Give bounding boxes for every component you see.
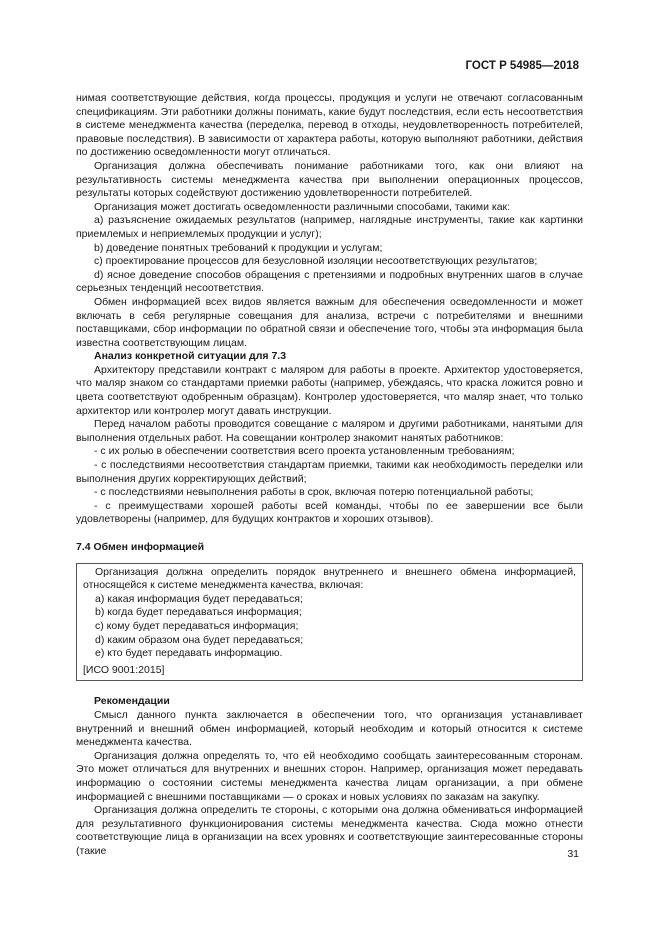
requirement-reference: [ИСО 9001:2015] xyxy=(83,663,165,676)
paragraph: а) разъяснение ожидаемых результатов (например, наглядные инструменты, такие как картинки приемлемых и неприемлемых продукции и услуг); xyxy=(76,214,583,240)
paragraph: Организация должна определять то, что ей необходимо сообщать заинтересованным сторонам. Это может отличаться для внутренних и внешних сторон. Например, организация может передавать информацию о состоянии системы менеджмента качества лицам организации, а при обмене информацией с внешними поставщиками — о сроках и новых условиях по заказам на закупку. xyxy=(76,749,583,803)
section-title: 7.4 Обмен информацией xyxy=(76,541,205,553)
body-text-bottom xyxy=(76,695,583,858)
page-number: 31 xyxy=(567,848,579,860)
paragraph: Организация должна определить те стороны, с которыми она должна обмениваться информацией для результативного функционирования системы менеджмента качества. Сюда можно отнести соответствующие лица в организации на всех уровнях и соответствующие заинтересованные стороны (такие xyxy=(76,804,583,857)
subheading: Рекомендации xyxy=(94,695,170,708)
paragraph: b) доведение понятных требований к продукции и услугам; xyxy=(94,241,383,254)
body-text-top xyxy=(76,92,583,527)
subheading: Анализ конкретной ситуации для 7.3 xyxy=(94,350,287,363)
document-header: ГОСТ Р 54985—2018 xyxy=(465,60,579,72)
paragraph: Смысл данного пункта заключается в обеспечении того, что организация устанавливает внутренний и внешний обмен информацией, который необходим и который относится к системе менеджмента качества. xyxy=(76,708,583,749)
paragraph: Организация должна обеспечивать понимание работниками того, как они влияют на результативность системы менеджмента качества при выполнении операционных процессов, результаты которых содействуют достижению удовлетворенности потребителей. xyxy=(76,159,583,200)
requirement-intro: Организация должна определить порядок внутреннего и внешнего обмена информацией, относящейся к системе менеджмента качества, включая: xyxy=(83,565,576,592)
requirement-item: e) кто будет передавать информацию. xyxy=(95,647,283,660)
paragraph: Обмен информацией всех видов является важным для обеспечения осведомленности и может включать в себя регулярные совещания для анализа, встречи с потребителями и внешними поставщиками, сбор информации по обратной связи и обеспечение того, чтобы эта информация была известна соответствующим лицам. xyxy=(76,295,583,349)
requirement-box xyxy=(76,563,583,682)
paragraph: Перед началом работы проводится совещание с маляром и другими работниками, нанятыми для выполнения отдельных работ. На совещании контролер знакомит нанятых работников: xyxy=(76,418,583,444)
requirement-item: d) каким образом она будет передаваться; xyxy=(95,633,304,646)
paragraph: Организация может достигать осведомленности различными способами, такими как: xyxy=(94,200,511,213)
paragraph: - с их ролью в обеспечении соответствия всего проекта установленным требованиям; xyxy=(94,445,515,458)
paragraph: Архитектору представили контракт с маляром для работы в проекте. Архитектор удостоверяется, что маляр знаком со стандартами приемки работы (например, убеждаясь, что краска ложится ровно и цвета соответствуют одобренным образцам). Контролер удостоверяется, что маляр знает, что только архитектор или контролер могут давать инструкции. xyxy=(76,363,583,417)
paragraph: - с преимуществами хорошей работы всей команды, чтобы по ее завершении все были удовлетворены (например, для будущих контрактов и хороших отзывов). xyxy=(76,499,583,526)
paragraph: нимая соответствующие действия, когда процессы, продукция и услуги не отвечают согласованным спецификациям. Эти работники должны понимать, какие будут последствия, если есть несоответствия в системе менеджмента качества (переделка, перевод в отходы, неудовлетворенность потребителей, правовые последствия). В зависимости от характера работы, которую выполняют работники, действия по достижению осведомленности могут отличаться. xyxy=(76,92,583,159)
page-content xyxy=(76,92,583,858)
paragraph: d) ясное доведение способов обращения с претензиями и подробных внутренних шагов в случае серьезных тенденций несоответствия. xyxy=(76,268,583,295)
paragraph: - с последствиями невыполнения работы в срок, включая потерю потенциальной работы; xyxy=(94,486,534,499)
paragraph: c) проектирование процессов для безусловной изоляции несоответствующих результатов; xyxy=(94,255,538,268)
paragraph: - с последствиями несоответствия стандартам приемки, такими как необходимость переделки или выполнения других корректирующих действий; xyxy=(76,459,583,485)
requirement-item: а) какая информация будет передаваться; xyxy=(95,592,303,605)
requirement-item: b) когда будет передаваться информация; xyxy=(95,606,302,619)
requirement-item: c) кому будет передаваться информация; xyxy=(95,619,299,632)
